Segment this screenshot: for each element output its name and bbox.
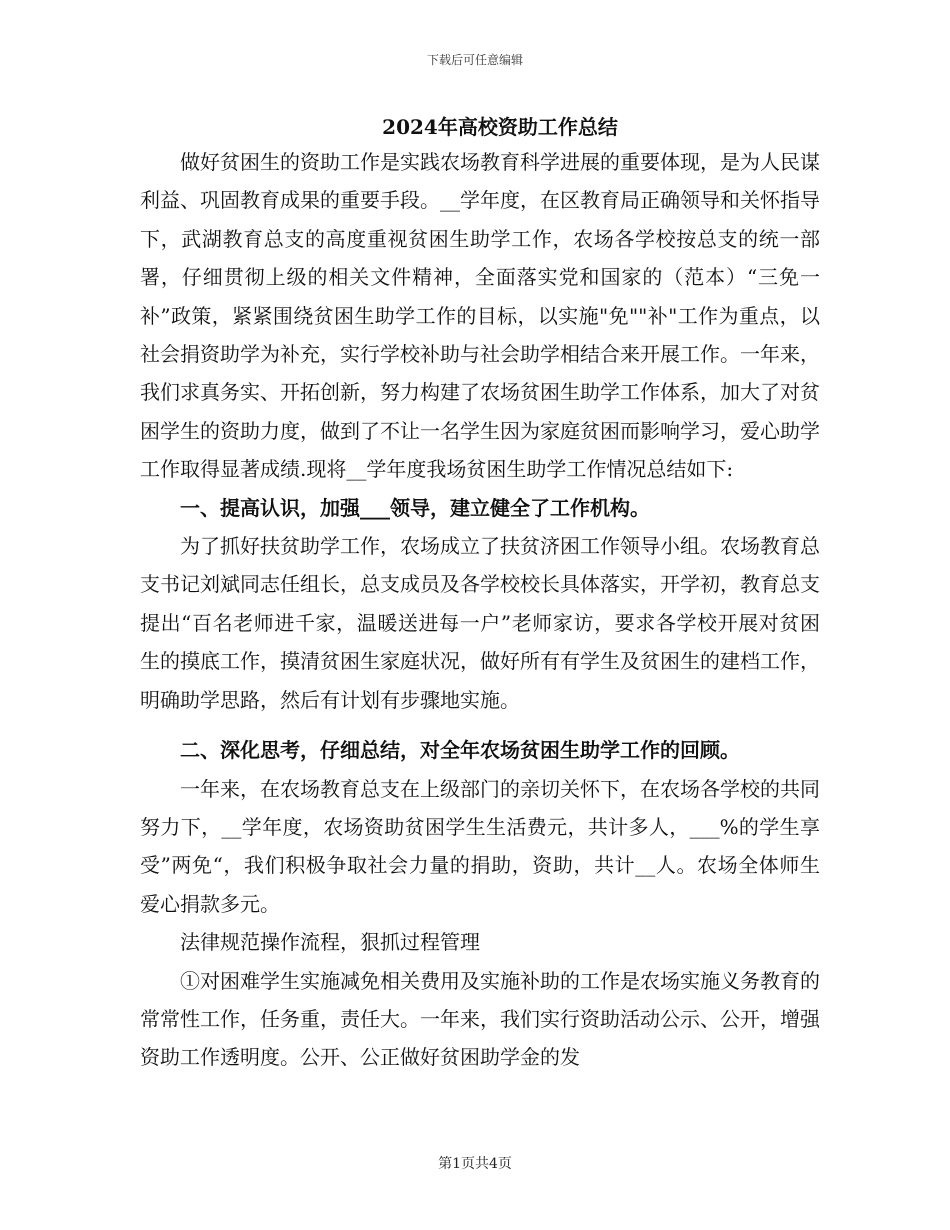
- section-1-paragraph: 为了抓好扶贫助学工作，农场成立了扶贫济困工作领导小组。农场教育总支书记刘斌同志任组长，总支成员及各学校校长具体落实，开学初，教育总支提出“百名老师进千家，温暖送进每一户”老师家访，要求各学校开展对贫困生的摸底工作，摸清贫困生家庭状况，做好所有有学生及贫困生的建档工作，明确助学思路，然后有计划有步骤地实施。: [140, 534, 820, 712]
- section-heading-1: 一、提高认识，加强___领导，建立健全了工作机构。: [180, 495, 650, 520]
- section-2-paragraph: 一年来，在农场教育总支在上级部门的亲切关怀下，在农场各学校的共同努力下，__学年度，农场资助贫困学生生活费元，共计多人，___%的学生享受”两免“，我们积极争取社会力量的捐助，资助，共计__人。农场全体师生爱心捐款多元。: [140, 776, 820, 916]
- intro-paragraph: 做好贫困生的资助工作是实践农场教育科学进展的重要体现，是为人民谋利益、巩固教育成果的重要手段。__学年度，在区教育局正确领导和关怀指导下，武湖教育总支的高度重视贫困生助学工作，农场各学校按总支的统一部署，仔细贯彻上级的相关文件精神，全面落实党和国家的（范本）“三免一补”政策，紧紧围绕贫困生助学工作的目标，以实施"免""补"工作为重点，以社会捐资助学为补充，实行学校补助与社会助学相结合来开展工作。一年来，我们求真务实、开拓创新，努力构建了农场贫困生助学工作体系，加大了对贫困学生的资助力度，做到了不让一名学生因为家庭贫困而影响学习，爱心助学工作取得显著成绩.现将__学年度我场贫困生助学工作情况总结如下:: [140, 150, 820, 482]
- document-title: 2024年高校资助工作总结: [382, 115, 618, 139]
- section-heading-2: 二、深化思考，仔细总结，对全年农场贫困生助学工作的回顾。: [180, 738, 740, 763]
- document-body: [140, 143, 820, 1077]
- subsection-paragraph: ①对困难学生实施减免相关费用及实施补助的工作是农场实施义务教育的常常性工作，任务重，责任大。一年来，我们实行资助活动公示、公开，增强资助工作透明度。公开、公正做好贫困助学金的发: [140, 968, 820, 1070]
- page-header-note: 下载后可任意编辑: [426, 53, 523, 67]
- page-number: 第1页共4页: [438, 1156, 512, 1172]
- subsection-heading: 法律规范操作流程，狠抓过程管理: [180, 930, 480, 955]
